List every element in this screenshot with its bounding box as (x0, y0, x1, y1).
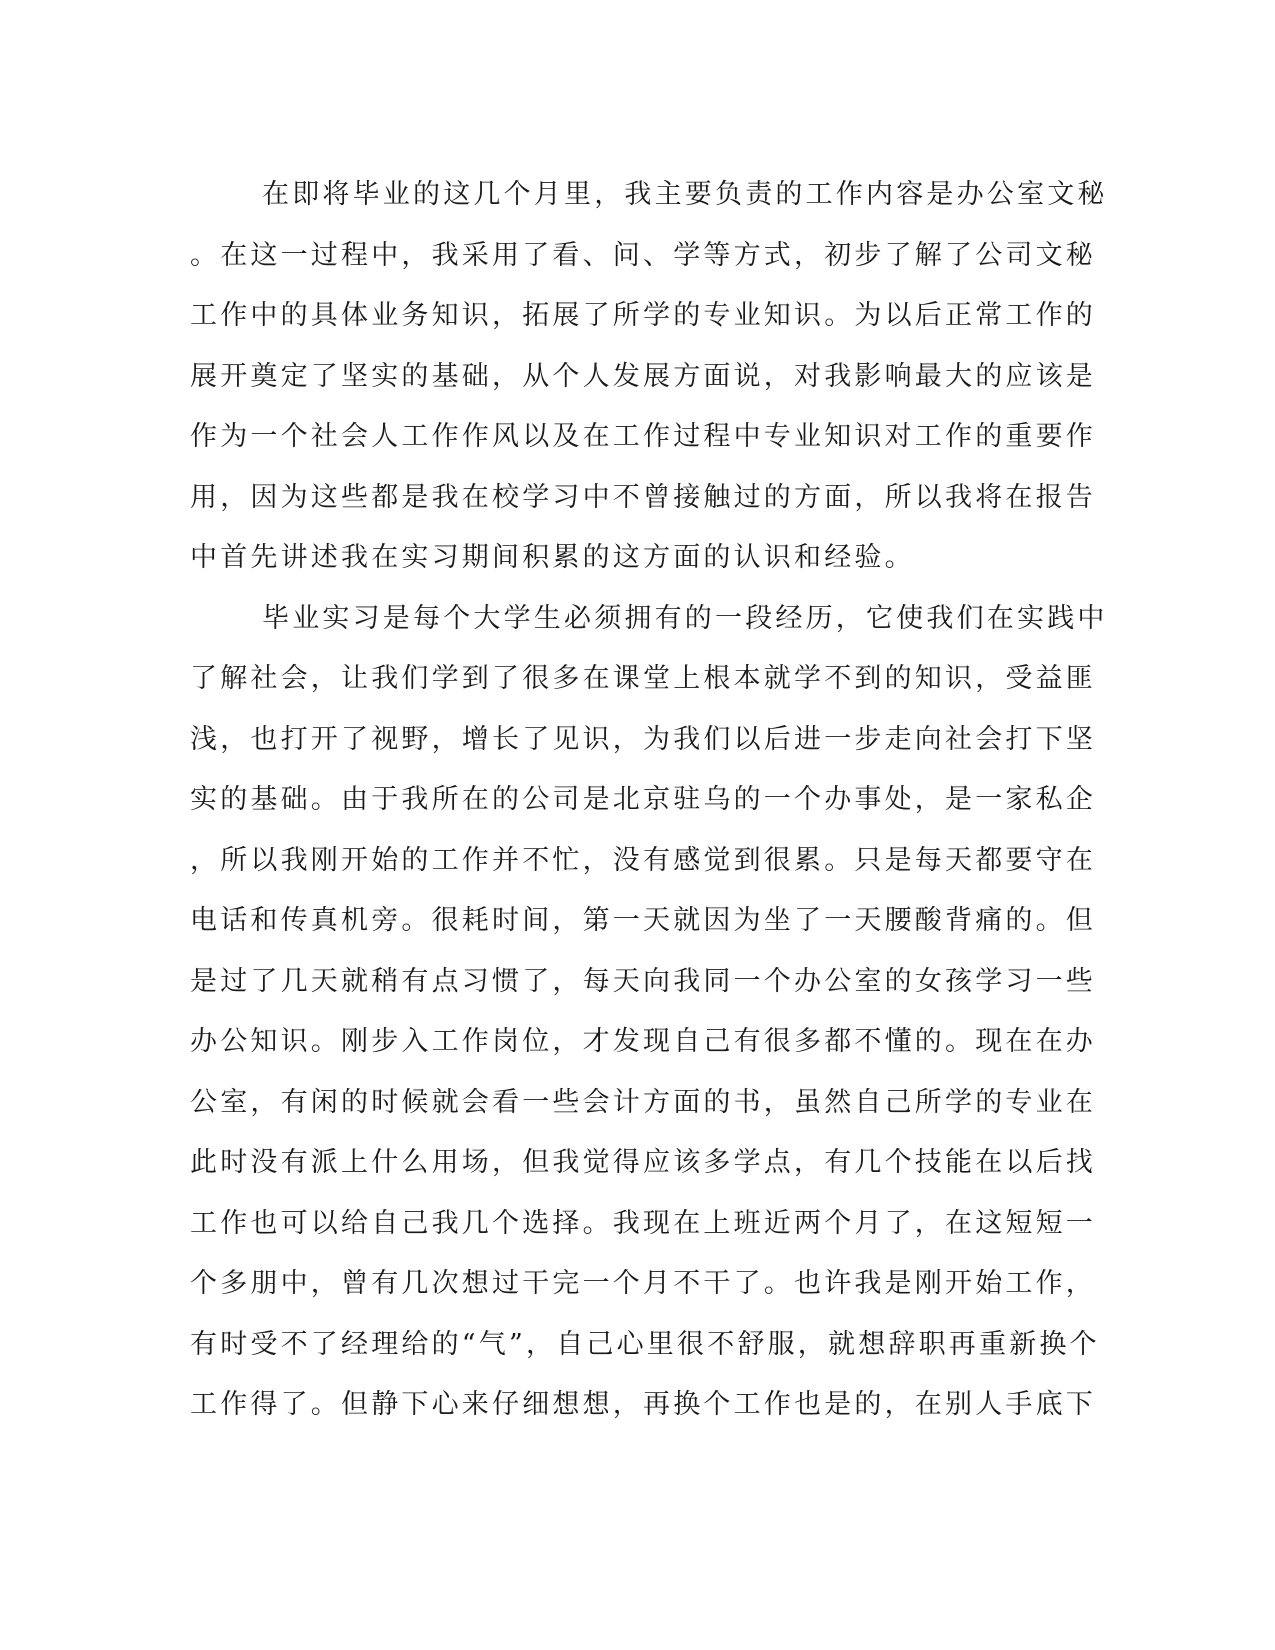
paragraph-2-line-1: 毕业实习是每个大学生必须拥有的一段经历，它使我们在实践中 (262, 602, 1108, 634)
paragraph-2-line-7: 是过了几天就稍有点习惯了，每天向我同一个办公室的女孩学习一些 (190, 965, 1096, 997)
paragraph-2-line-3: 浅，也打开了视野，增长了见识，为我们以后进一步走向社会打下坚 (190, 723, 1096, 755)
paragraph-2-line-13: 有时受不了经理给的“气”，自己心里很不舒服，就想辞职再重新换个 (190, 1328, 1100, 1360)
paragraph-2-line-12: 个多朋中，曾有几次想过干完一个月不干了。也许我是刚开始工作， (190, 1268, 1096, 1299)
paragraph-1-line-5: 作为一个社会人工作作风以及在工作过程中专业知识对工作的重要作 (190, 421, 1096, 452)
paragraph-2-line-14: 工作得了。但静下心来仔细想想，再换个工作也是的，在别人手底下 (190, 1389, 1096, 1420)
paragraph-1-line-6: 用，因为这些都是我在校学习中不曾接触过的方面，所以我将在报告 (190, 481, 1096, 513)
paragraph-1-line-3: 工作中的具体业务知识，拓展了所学的专业知识。为以后正常工作的 (190, 300, 1096, 331)
paragraph-2-line-4: 实的基础。由于我所在的公司是北京驻乌的一个办事处，是一家私企 (190, 784, 1096, 815)
paragraph-2-line-8: 办公知识。刚步入工作岗位，才发现自己有很多都不懂的。现在在办 (190, 1026, 1096, 1057)
paragraph-1-line-7: 中首先讲述我在实习期间积累的这方面的认识和经验。 (190, 542, 915, 573)
paragraph-1-line-2: 。在这一过程中，我采用了看、问、学等方式，初步了解了公司文秘 (190, 239, 1096, 271)
paragraph-2-line-5: ，所以我刚开始的工作并不忙，没有感觉到很累。只是每天都要守在 (190, 844, 1096, 876)
paragraph-2-line-10: 此时没有派上什么用场，但我觉得应该多学点，有几个技能在以后找 (190, 1147, 1096, 1178)
paragraph-2-line-2: 了解社会，让我们学到了很多在课堂上根本就学不到的知识，受益匪 (190, 663, 1096, 694)
paragraph-2-line-6: 电话和传真机旁。很耗时间，第一天就因为坐了一天腰酸背痛的。但 (190, 905, 1096, 936)
body-text (190, 165, 1108, 1436)
paragraph-1-line-1: 在即将毕业的这几个月里，我主要负责的工作内容是办公室文秘 (262, 179, 1108, 210)
paragraph-1-line-4: 展开奠定了坚实的基础，从个人发展方面说，对我影响最大的应该是 (190, 360, 1096, 392)
paragraph-2-line-9: 公室，有闲的时候就会看一些会计方面的书，虽然自己所学的专业在 (190, 1086, 1096, 1118)
paragraph-2-line-11: 工作也可以给自己我几个选择。我现在上班近两个月了，在这短短一 (190, 1207, 1096, 1239)
